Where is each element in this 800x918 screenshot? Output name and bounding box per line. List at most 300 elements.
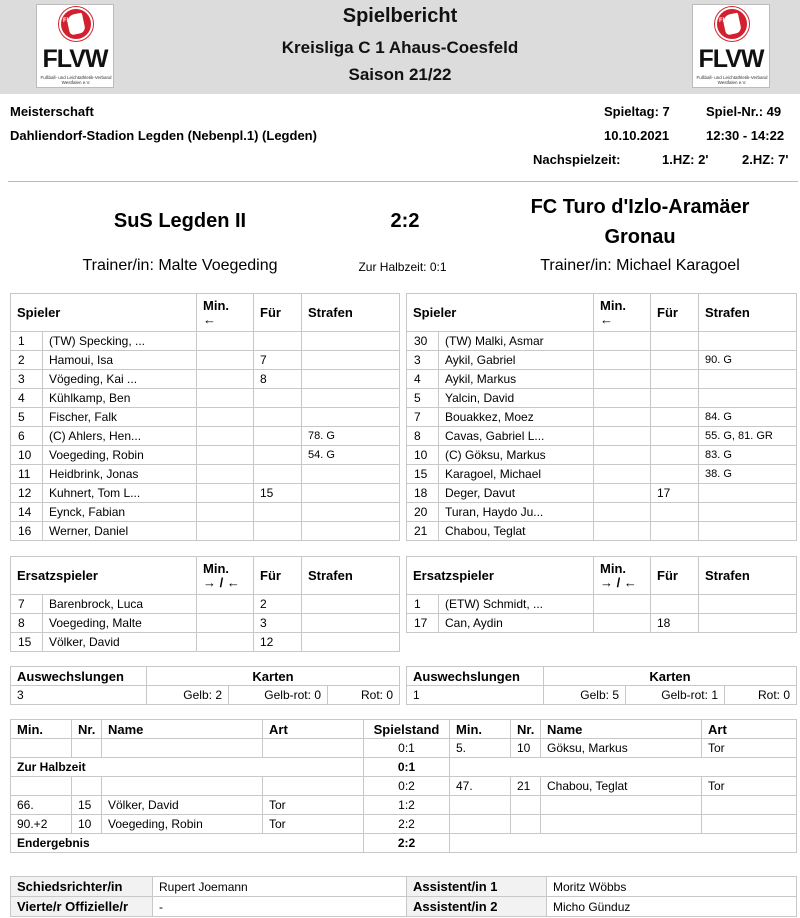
column-header: Nr. bbox=[511, 720, 541, 739]
player-name: Hamoui, Isa bbox=[49, 353, 114, 367]
halftime-row-label: Zur Halbzeit bbox=[11, 758, 364, 777]
player-row bbox=[11, 351, 400, 370]
away-event-type bbox=[702, 815, 797, 834]
home-event-minute bbox=[11, 739, 72, 758]
home-event-minute bbox=[11, 777, 72, 796]
red-cards: Rot: 0 bbox=[328, 686, 400, 705]
player-replaces bbox=[651, 522, 699, 541]
player-minute bbox=[594, 484, 651, 503]
player-penalties bbox=[302, 522, 400, 541]
player-row bbox=[11, 446, 400, 465]
away-event-minute bbox=[450, 796, 511, 815]
player-cell bbox=[407, 427, 594, 446]
event-row bbox=[11, 739, 797, 758]
player-name: Can, Aydin bbox=[445, 616, 503, 630]
away-event-type: Tor bbox=[702, 777, 797, 796]
player-replaces bbox=[651, 446, 699, 465]
player-name: (TW) Specking, ... bbox=[49, 334, 146, 348]
empty-cell bbox=[450, 834, 797, 853]
league-name: Kreisliga C 1 Ahaus-Coesfeld bbox=[281, 38, 519, 57]
home-lineup-table bbox=[10, 293, 400, 541]
player-number: 10 bbox=[11, 446, 43, 464]
player-penalties bbox=[699, 595, 797, 614]
player-minute bbox=[197, 427, 254, 446]
player-penalties bbox=[699, 503, 797, 522]
column-header: Spieler bbox=[11, 294, 197, 332]
player-cell bbox=[11, 595, 197, 614]
column-header: Strafen bbox=[302, 557, 400, 595]
divider bbox=[8, 181, 798, 182]
player-row bbox=[407, 484, 797, 503]
player-replaces: 12 bbox=[254, 633, 302, 652]
player-name: Vögeding, Kai ... bbox=[49, 372, 138, 386]
player-cell bbox=[407, 446, 594, 465]
player-row bbox=[407, 351, 797, 370]
player-row bbox=[11, 484, 400, 503]
player-minute bbox=[594, 389, 651, 408]
column-header: Strafen bbox=[699, 294, 797, 332]
home-trainer: Trainer/in: Malte Voegeding bbox=[82, 257, 278, 274]
assistant2-label: Assistent/in 2 bbox=[407, 897, 547, 917]
karten-header: Karten bbox=[544, 667, 797, 686]
halftime-score: Zur Halbzeit: 0:1 bbox=[358, 260, 447, 274]
player-number: 7 bbox=[11, 595, 43, 613]
away-event-type bbox=[702, 796, 797, 815]
auswechslungen-header: Auswechslungen bbox=[11, 667, 147, 686]
home-event-type: Tor bbox=[263, 796, 364, 815]
column-header: Ersatzspieler bbox=[11, 557, 197, 595]
yellow-cards: Gelb: 5 bbox=[544, 686, 626, 705]
player-row bbox=[11, 503, 400, 522]
horse-emblem-icon: FLVW bbox=[715, 7, 749, 41]
final-row-label: Endergebnis bbox=[11, 834, 364, 853]
logo-wordmark: FLVW bbox=[698, 45, 764, 73]
flvw-logo bbox=[36, 4, 114, 88]
player-penalties bbox=[699, 370, 797, 389]
player-minute bbox=[594, 332, 651, 351]
season: Saison 21/22 bbox=[348, 65, 452, 84]
player-number: 8 bbox=[11, 614, 43, 632]
column-header: Für bbox=[254, 557, 302, 595]
player-cell bbox=[407, 408, 594, 427]
player-minute bbox=[197, 389, 254, 408]
player-cell bbox=[11, 408, 197, 427]
away-event-player bbox=[541, 796, 702, 815]
player-minute bbox=[197, 351, 254, 370]
officials-table bbox=[10, 876, 797, 917]
player-minute bbox=[197, 503, 254, 522]
player-number: 6 bbox=[11, 427, 43, 445]
player-penalties bbox=[302, 408, 400, 427]
final-row bbox=[11, 834, 797, 853]
player-minute bbox=[594, 465, 651, 484]
player-number: 7 bbox=[407, 408, 439, 426]
player-row bbox=[407, 503, 797, 522]
player-penalties bbox=[699, 389, 797, 408]
home-event-type bbox=[263, 739, 364, 758]
player-name: Yalcin, David bbox=[445, 391, 515, 405]
column-header: Min. bbox=[11, 720, 72, 739]
spieltag: Spieltag: 7 bbox=[604, 104, 670, 119]
player-replaces bbox=[651, 595, 699, 614]
player-cell bbox=[407, 614, 594, 633]
player-cell bbox=[11, 614, 197, 633]
column-header: Name bbox=[541, 720, 702, 739]
first-half-stoppage: 1.HZ: 2' bbox=[662, 152, 709, 167]
home-subs-table bbox=[10, 556, 400, 652]
second-half-stoppage: 2.HZ: 7' bbox=[742, 152, 789, 167]
player-minute bbox=[197, 595, 254, 614]
player-minute bbox=[594, 595, 651, 614]
player-replaces bbox=[651, 503, 699, 522]
player-number: 20 bbox=[407, 503, 439, 521]
home-event-number: 15 bbox=[72, 796, 102, 815]
player-row bbox=[407, 427, 797, 446]
away-event-player: Göksu, Markus bbox=[541, 739, 702, 758]
away-event-player: Chabou, Teglat bbox=[541, 777, 702, 796]
player-cell bbox=[407, 465, 594, 484]
player-row bbox=[11, 332, 400, 351]
player-replaces bbox=[651, 465, 699, 484]
player-name: Kuhnert, Tom L... bbox=[49, 486, 141, 500]
player-penalties bbox=[302, 503, 400, 522]
player-name: Werner, Daniel bbox=[49, 524, 129, 538]
player-minute bbox=[594, 370, 651, 389]
column-header: Strafen bbox=[302, 294, 400, 332]
player-number: 1 bbox=[407, 595, 439, 613]
yellow-cards: Gelb: 2 bbox=[147, 686, 229, 705]
player-name: Barenbrock, Luca bbox=[49, 597, 144, 611]
player-replaces bbox=[254, 427, 302, 446]
column-header: Spieler bbox=[407, 294, 594, 332]
player-row bbox=[11, 427, 400, 446]
player-cell bbox=[11, 446, 197, 465]
player-replaces bbox=[254, 332, 302, 351]
away-event-type: Tor bbox=[702, 739, 797, 758]
player-penalties bbox=[302, 332, 400, 351]
player-name: Turan, Haydo Ju... bbox=[445, 505, 544, 519]
venue: Dahliendorf-Stadion Legden (Nebenpl.1) (Legden) bbox=[10, 128, 317, 143]
assistant2-name: Micho Günduz bbox=[547, 897, 797, 917]
player-minute bbox=[594, 503, 651, 522]
player-number: 15 bbox=[11, 633, 43, 651]
column-header: Min. → / ← bbox=[594, 557, 651, 595]
logo-subtitle: Fußball- und Leichtathletik-Verband Westfalen e.V. bbox=[696, 75, 768, 85]
player-name: Karagoel, Michael bbox=[445, 467, 542, 481]
home-team-name: SuS Legden II bbox=[113, 210, 247, 232]
player-number: 4 bbox=[11, 389, 43, 407]
halftime-row bbox=[11, 758, 797, 777]
player-penalties bbox=[699, 614, 797, 633]
player-row bbox=[407, 370, 797, 389]
event-score: 0:2 bbox=[364, 777, 450, 796]
away-team-name-line2: Gronau bbox=[604, 226, 676, 248]
logo-wordmark: FLVW bbox=[42, 45, 108, 73]
logo-subtitle: Fußball- und Leichtathletik-Verband Westfalen e.V. bbox=[40, 75, 112, 85]
match-time: 12:30 - 14:22 bbox=[706, 128, 785, 143]
player-number: 12 bbox=[11, 484, 43, 502]
player-cell bbox=[407, 351, 594, 370]
player-name: Heidbrink, Jonas bbox=[49, 467, 139, 481]
player-penalties bbox=[699, 332, 797, 351]
nachspielzeit-label: Nachspielzeit: bbox=[533, 152, 621, 167]
player-replaces bbox=[254, 465, 302, 484]
player-replaces bbox=[651, 408, 699, 427]
final-row-score: 2:2 bbox=[364, 834, 450, 853]
away-subs-table bbox=[406, 556, 797, 633]
player-replaces: 18 bbox=[651, 614, 699, 633]
away-event-number: 10 bbox=[511, 739, 541, 758]
competition: Meisterschaft bbox=[10, 104, 94, 119]
player-cell bbox=[11, 522, 197, 541]
away-event-minute bbox=[450, 815, 511, 834]
player-number: 14 bbox=[11, 503, 43, 521]
player-name: Voegeding, Malte bbox=[49, 616, 142, 630]
player-penalties bbox=[302, 351, 400, 370]
yellow-red-cards: Gelb-rot: 1 bbox=[626, 686, 725, 705]
referee-label: Schiedsrichter/in bbox=[11, 877, 153, 897]
player-cell bbox=[407, 370, 594, 389]
player-cell bbox=[407, 389, 594, 408]
column-header: Art bbox=[702, 720, 797, 739]
away-event-number bbox=[511, 796, 541, 815]
player-name: Völker, David bbox=[49, 635, 120, 649]
player-penalties: 55. G, 81. GR bbox=[699, 427, 797, 446]
flvw-logo bbox=[692, 4, 770, 88]
player-penalties bbox=[302, 633, 400, 652]
player-replaces bbox=[254, 389, 302, 408]
player-cell bbox=[11, 351, 197, 370]
column-header: Min. bbox=[450, 720, 511, 739]
player-penalties bbox=[302, 465, 400, 484]
away-lineup-table bbox=[406, 293, 797, 541]
event-row bbox=[11, 815, 797, 834]
spiel-nr: Spiel-Nr.: 49 bbox=[706, 104, 782, 119]
player-cell bbox=[407, 484, 594, 503]
report-header bbox=[0, 0, 800, 94]
player-replaces bbox=[254, 522, 302, 541]
player-penalties: 38. G bbox=[699, 465, 797, 484]
home-event-minute: 90.+2 bbox=[11, 815, 72, 834]
player-minute bbox=[594, 614, 651, 633]
away-event-minute: 47. bbox=[450, 777, 511, 796]
yellow-red-cards: Gelb-rot: 0 bbox=[229, 686, 328, 705]
horse-emblem-icon: FLVW bbox=[59, 7, 93, 41]
player-name: Aykil, Markus bbox=[445, 372, 517, 386]
player-name: Eynck, Fabian bbox=[49, 505, 126, 519]
home-event-player bbox=[102, 739, 263, 758]
player-replaces bbox=[651, 351, 699, 370]
player-minute bbox=[197, 332, 254, 351]
fourth-official-name: - bbox=[153, 897, 407, 917]
player-name: (C) Göksu, Markus bbox=[445, 448, 546, 462]
player-penalties bbox=[699, 522, 797, 541]
home-event-type bbox=[263, 777, 364, 796]
karten-header: Karten bbox=[147, 667, 400, 686]
player-row bbox=[11, 595, 400, 614]
away-event-number: 21 bbox=[511, 777, 541, 796]
player-name: (C) Ahlers, Hen... bbox=[49, 429, 142, 443]
empty-cell bbox=[450, 758, 797, 777]
player-cell bbox=[11, 332, 197, 351]
player-name: Deger, Davut bbox=[445, 486, 516, 500]
player-minute bbox=[197, 408, 254, 427]
column-header: Min. ← bbox=[594, 294, 651, 332]
player-cell bbox=[11, 503, 197, 522]
column-header: Name bbox=[102, 720, 263, 739]
player-cell bbox=[11, 465, 197, 484]
player-cell bbox=[407, 503, 594, 522]
player-row bbox=[407, 522, 797, 541]
assistant1-label: Assistent/in 1 bbox=[407, 877, 547, 897]
referee-name: Rupert Joemann bbox=[153, 877, 407, 897]
player-minute bbox=[594, 522, 651, 541]
column-header: Min. ← bbox=[197, 294, 254, 332]
final-result: 2:2 bbox=[390, 210, 420, 232]
home-event-number: 10 bbox=[72, 815, 102, 834]
player-penalties bbox=[699, 484, 797, 503]
event-score: 1:2 bbox=[364, 796, 450, 815]
player-replaces bbox=[254, 446, 302, 465]
player-replaces: 7 bbox=[254, 351, 302, 370]
player-cell bbox=[407, 595, 594, 614]
player-number: 16 bbox=[11, 522, 43, 540]
player-number: 11 bbox=[11, 465, 43, 483]
column-header: Für bbox=[651, 294, 699, 332]
player-cell bbox=[11, 484, 197, 503]
player-replaces: 15 bbox=[254, 484, 302, 503]
player-name: Fischer, Falk bbox=[49, 410, 118, 424]
player-penalties: 78. G bbox=[302, 427, 400, 446]
column-header: Ersatzspieler bbox=[407, 557, 594, 595]
player-minute bbox=[197, 522, 254, 541]
match-events-table bbox=[10, 719, 797, 853]
player-row bbox=[407, 614, 797, 633]
player-number: 17 bbox=[407, 614, 439, 632]
away-event-minute: 5. bbox=[450, 739, 511, 758]
player-row bbox=[11, 522, 400, 541]
player-minute bbox=[197, 370, 254, 389]
assistant1-name: Moritz Wöbbs bbox=[547, 877, 797, 897]
event-score: 2:2 bbox=[364, 815, 450, 834]
player-minute bbox=[594, 427, 651, 446]
match-date: 10.10.2021 bbox=[604, 128, 670, 143]
player-penalties: 54. G bbox=[302, 446, 400, 465]
player-replaces: 2 bbox=[254, 595, 302, 614]
player-replaces bbox=[651, 389, 699, 408]
player-number: 3 bbox=[407, 351, 439, 369]
player-minute bbox=[197, 446, 254, 465]
player-replaces: 3 bbox=[254, 614, 302, 633]
player-row bbox=[407, 332, 797, 351]
player-penalties bbox=[302, 389, 400, 408]
column-header: Spielstand bbox=[364, 720, 450, 739]
away-event-player bbox=[541, 815, 702, 834]
player-cell bbox=[11, 370, 197, 389]
player-name: (TW) Malki, Asmar bbox=[445, 334, 544, 348]
home-event-type: Tor bbox=[263, 815, 364, 834]
player-replaces: 17 bbox=[651, 484, 699, 503]
player-name: Bouakkez, Moez bbox=[445, 410, 534, 424]
player-row bbox=[11, 408, 400, 427]
player-name: Voegeding, Robin bbox=[49, 448, 144, 462]
player-minute bbox=[197, 484, 254, 503]
player-number: 4 bbox=[407, 370, 439, 388]
player-row bbox=[11, 614, 400, 633]
substitutions-count: 1 bbox=[407, 686, 544, 705]
player-row bbox=[11, 389, 400, 408]
player-number: 5 bbox=[11, 408, 43, 426]
halftime-row-score: 0:1 bbox=[364, 758, 450, 777]
player-minute bbox=[594, 446, 651, 465]
home-event-number bbox=[72, 777, 102, 796]
event-row bbox=[11, 796, 797, 815]
player-cell bbox=[407, 522, 594, 541]
substitutions-count: 3 bbox=[11, 686, 147, 705]
player-penalties bbox=[302, 614, 400, 633]
column-header: Strafen bbox=[699, 557, 797, 595]
player-row bbox=[11, 465, 400, 484]
page-title: Spielbericht bbox=[342, 5, 458, 27]
player-row bbox=[407, 408, 797, 427]
player-replaces: 8 bbox=[254, 370, 302, 389]
player-number: 21 bbox=[407, 522, 439, 540]
player-name: Kühlkamp, Ben bbox=[49, 391, 131, 405]
home-event-player bbox=[102, 777, 263, 796]
player-number: 8 bbox=[407, 427, 439, 445]
player-row bbox=[11, 633, 400, 652]
away-summary-table bbox=[406, 666, 797, 705]
event-score: 0:1 bbox=[364, 739, 450, 758]
player-name: Cavas, Gabriel L... bbox=[445, 429, 545, 443]
player-row bbox=[11, 370, 400, 389]
player-name: Chabou, Teglat bbox=[445, 524, 526, 538]
player-cell bbox=[11, 389, 197, 408]
column-header: Für bbox=[651, 557, 699, 595]
column-header: Art bbox=[263, 720, 364, 739]
player-row bbox=[407, 595, 797, 614]
player-number: 2 bbox=[11, 351, 43, 369]
away-event-number bbox=[511, 815, 541, 834]
player-replaces bbox=[651, 332, 699, 351]
player-cell bbox=[407, 332, 594, 351]
player-minute bbox=[197, 633, 254, 652]
player-number: 15 bbox=[407, 465, 439, 483]
player-cell bbox=[11, 633, 197, 652]
home-event-minute: 66. bbox=[11, 796, 72, 815]
column-header: Für bbox=[254, 294, 302, 332]
player-replaces bbox=[254, 408, 302, 427]
player-name: Aykil, Gabriel bbox=[445, 353, 516, 367]
player-replaces bbox=[651, 370, 699, 389]
player-row bbox=[407, 465, 797, 484]
player-name: (ETW) Schmidt, ... bbox=[445, 597, 544, 611]
home-event-number bbox=[72, 739, 102, 758]
event-row bbox=[11, 777, 797, 796]
column-header: Min. → / ← bbox=[197, 557, 254, 595]
player-penalties: 83. G bbox=[699, 446, 797, 465]
auswechslungen-header: Auswechslungen bbox=[407, 667, 544, 686]
player-penalties: 84. G bbox=[699, 408, 797, 427]
player-number: 30 bbox=[407, 332, 439, 350]
player-penalties bbox=[302, 370, 400, 389]
away-team-name-line1: FC Turo d'Izlo-Aramäer bbox=[530, 196, 750, 218]
player-minute bbox=[197, 465, 254, 484]
player-number: 1 bbox=[11, 332, 43, 350]
fourth-official-label: Vierte/r Offizielle/r bbox=[11, 897, 153, 917]
home-event-player: Voegeding, Robin bbox=[102, 815, 263, 834]
red-cards: Rot: 0 bbox=[725, 686, 797, 705]
